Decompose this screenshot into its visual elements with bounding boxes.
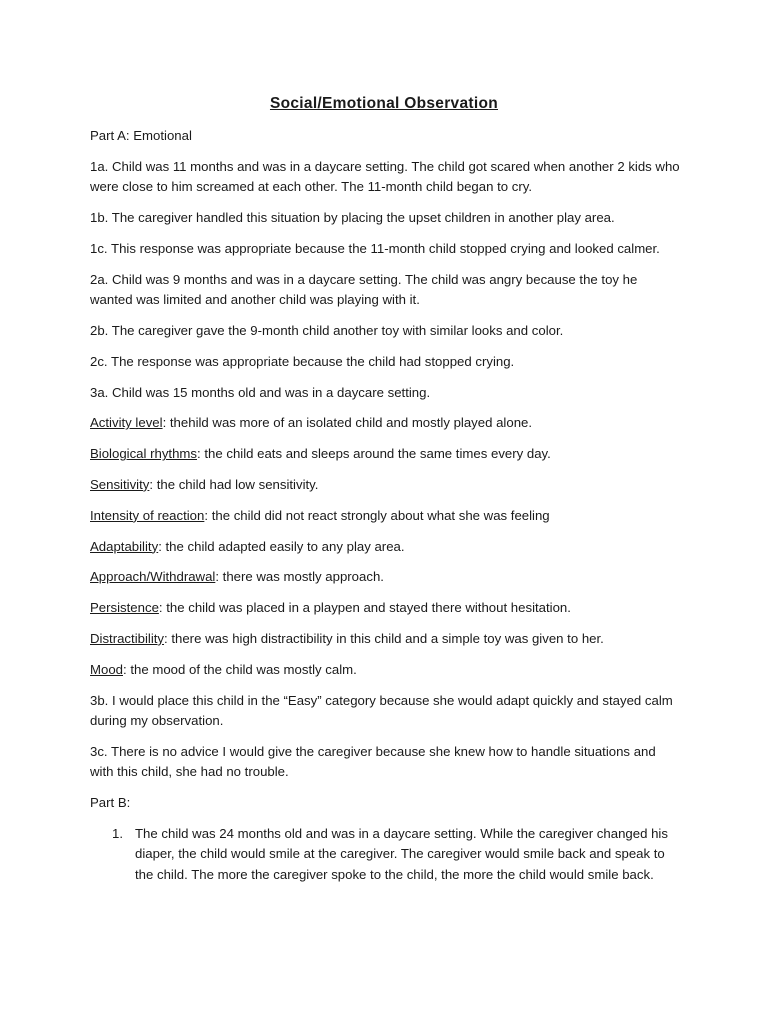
trait-colon: : <box>162 415 167 431</box>
paragraph-2b: 2b. The caregiver gave the 9-month child another toy with similar looks and color. <box>90 322 564 338</box>
trait-colon: : <box>123 661 127 677</box>
list-item-text: The child was 24 months old and was in a daycare setting. While the caregiver changed his diaper, the child would smile at the caregiver. The caregiver would smile back and speak to the child. The more the caregiver spoke to the child, the more the child would smile back. <box>135 825 668 882</box>
trait-mood <box>90 660 682 681</box>
trait-colon: : <box>215 569 220 585</box>
trait-text: the child did not react strongly about what she was feeling <box>208 507 550 523</box>
list-item <box>90 824 682 886</box>
trait-term: Distractibility <box>90 630 165 646</box>
trait-term: Approach/Withdrawal <box>90 569 216 585</box>
trait-text: thehild was more of an isolated child and mostly played alone. <box>166 415 533 431</box>
paragraph-3a: 3a. Child was 15 months old and was in a daycare setting. <box>90 384 431 400</box>
trait-biological-rhythms <box>90 444 682 465</box>
trait-distractibility <box>90 629 682 650</box>
trait-term: Intensity of reaction <box>90 507 205 523</box>
trait-term: Mood <box>90 661 123 677</box>
trait-intensity-of-reaction <box>90 506 682 527</box>
trait-approach-withdrawal <box>90 567 682 588</box>
trait-text: the child eats and sleeps around the same times every day. <box>200 446 551 462</box>
trait-colon: : <box>204 507 209 523</box>
paragraph-3c: 3c. There is no advice I would give the caregiver because she knew how to handle situations and with this child, she had no trouble. <box>90 743 656 780</box>
trait-colon: : <box>158 600 163 616</box>
paragraph-1c: 1c. This response was appropriate because the 11-month child stopped crying and looked calmer. <box>90 240 660 256</box>
trait-text: the child adapted easily to any play area. <box>161 538 405 554</box>
paragraph-2a: 2a. Child was 9 months and was in a daycare setting. The child was angry because the toy he wanted was limited and another child was playing with it. <box>90 271 638 308</box>
trait-term: Activity level <box>90 415 163 431</box>
part-b-heading: Part B: <box>90 795 131 811</box>
trait-colon: : <box>149 476 154 492</box>
trait-term: Persistence <box>90 600 159 616</box>
document-body <box>90 126 682 885</box>
trait-text: the mood of the child was mostly calm. <box>126 661 357 677</box>
paragraph-1a: 1a. Child was 11 months and was in a daycare setting. The child got scared when another 2 kids who were close to him screamed at each other. The 11-month child began to cry. <box>90 158 680 195</box>
trait-term: Adaptability <box>90 538 159 554</box>
trait-activity-level <box>90 413 682 434</box>
trait-text: the child was placed in a playpen and stayed there without hesitation. <box>162 600 571 616</box>
trait-colon: : <box>164 630 168 646</box>
trait-adaptability <box>90 537 682 558</box>
paragraph-2c: 2c. The response was appropriate because the child had stopped crying. <box>90 353 515 369</box>
trait-colon: : <box>158 538 162 554</box>
document-title: Social/Emotional Observation <box>269 95 499 112</box>
list-number: 1. <box>112 825 123 841</box>
trait-text: the child had low sensitivity. <box>153 476 319 492</box>
trait-term: Biological rhythms <box>90 446 198 462</box>
part-a-heading: Part A: Emotional <box>90 128 192 143</box>
trait-text: there was mostly approach. <box>219 569 384 585</box>
trait-colon: : <box>197 446 201 462</box>
trait-persistence <box>90 598 682 619</box>
trait-text: there was high distractibility in this child and a simple toy was given to her. <box>167 630 604 646</box>
paragraph-1b: 1b. The caregiver handled this situation by placing the upset children in another play area. <box>90 210 615 226</box>
trait-sensitivity <box>90 475 682 496</box>
paragraph-3b: 3b. I would place this child in the “Easy” category because she would adapt quickly and stayed calm during my observation. <box>90 692 673 729</box>
trait-term: Sensitivity <box>90 476 150 492</box>
